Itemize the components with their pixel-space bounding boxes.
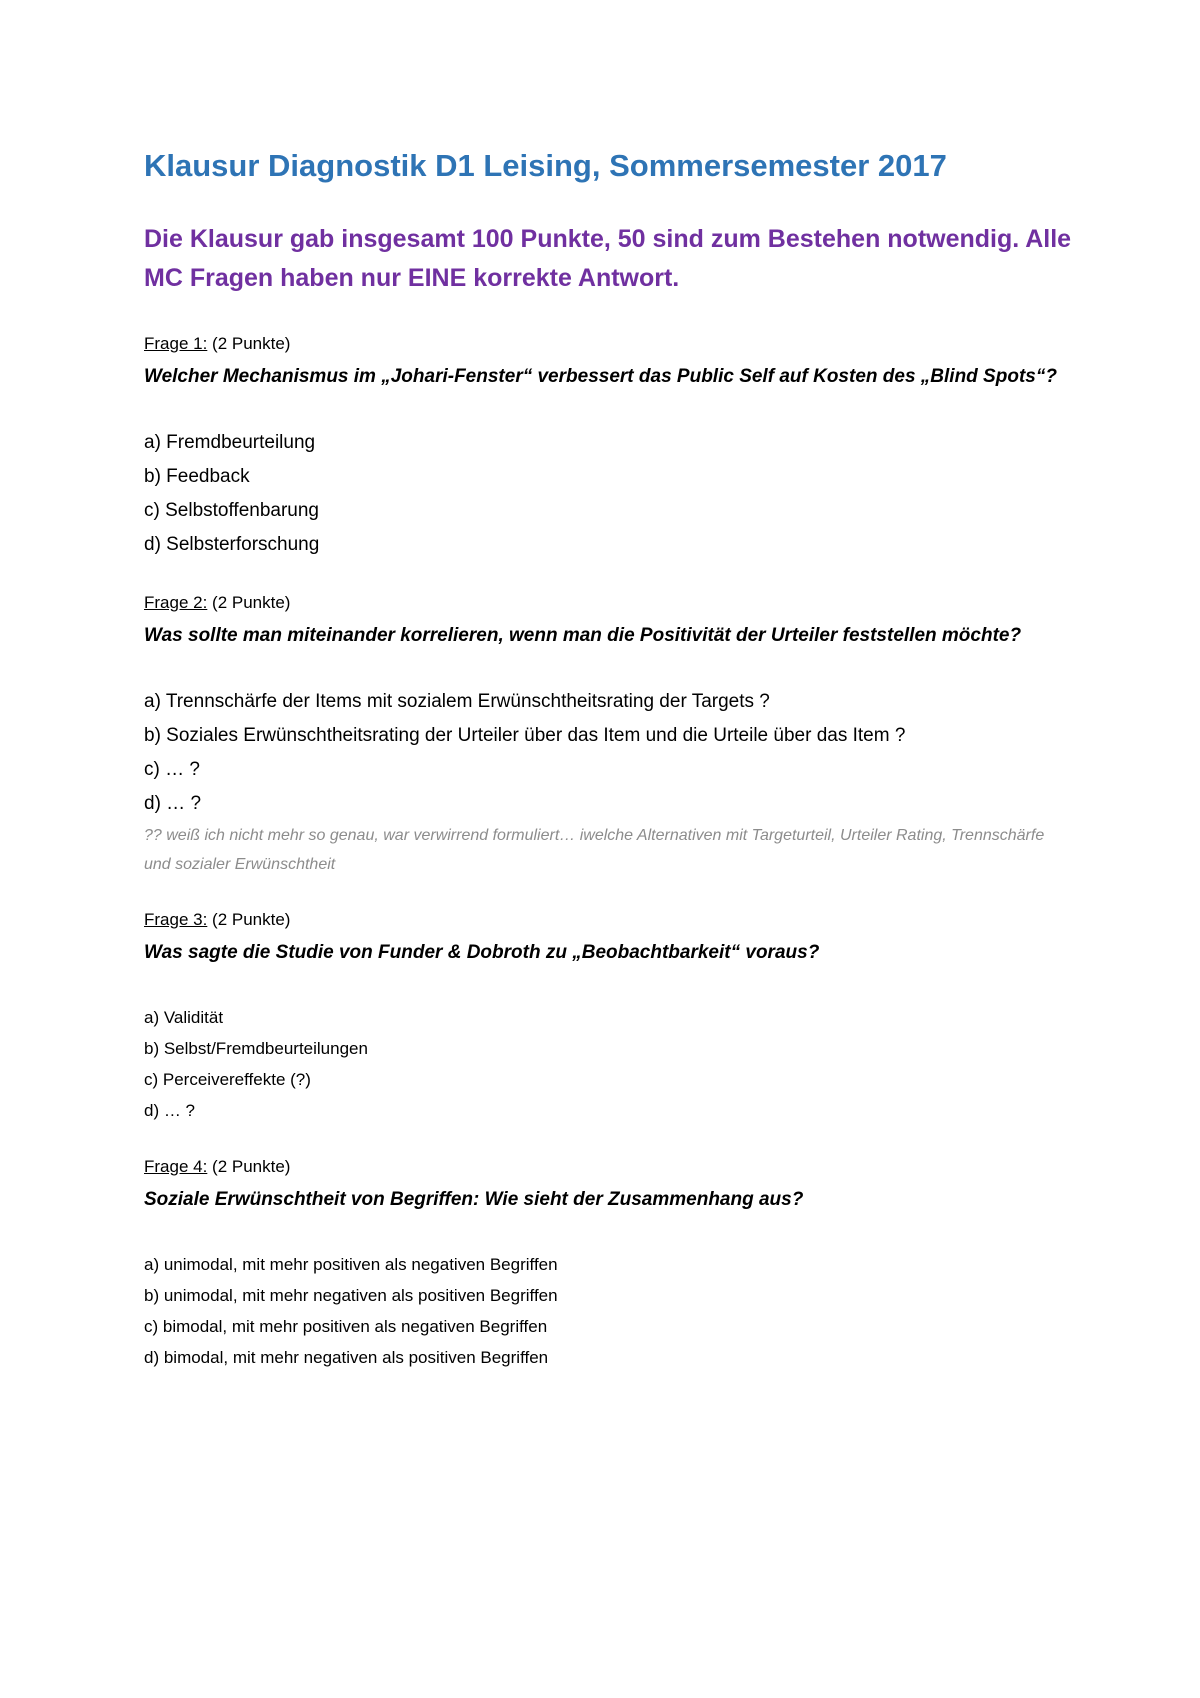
answer-option: a) unimodal, mit mehr positiven als negativen Begriffen [144, 1254, 558, 1274]
answer-option: c) bimodal, mit mehr positiven als negativen Begriffen [144, 1316, 548, 1336]
question-points: (2 Punkte) [207, 333, 291, 353]
answer-option: c) Perceivereffekte (?) [144, 1069, 311, 1089]
answer-option: b) unimodal, mit mehr negativen als positiven Begriffen [144, 1285, 558, 1305]
answer-option: d) bimodal, mit mehr negativen als positiven Begriffen [144, 1347, 549, 1367]
question-4 [144, 1151, 1074, 1373]
answer-option: a) Validität [144, 1007, 224, 1027]
question-label: Frage 3: [144, 909, 208, 929]
question-label: Frage 4: [144, 1156, 208, 1176]
answer-list [144, 685, 1074, 821]
answer-list [144, 1002, 1074, 1126]
answer-option: b) Soziales Erwünschtheitsrating der Urteiler über das Item und die Urteile über das Item ? [144, 724, 906, 746]
answer-option: a) Fremdbeurteilung [144, 431, 316, 453]
question-header [144, 328, 1074, 360]
question-points: (2 Punkte) [207, 909, 291, 929]
question-text: Was sollte man miteinander korrelieren, wenn man die Positivität der Urteiler feststellen möchte? [144, 624, 1022, 646]
document-content [144, 146, 1074, 1398]
document-subtitle: Die Klausur gab insgesamt 100 Punkte, 50 sind zum Bestehen notwendig. Alle MC Fragen haben nur EINE korrekte Antwort. [144, 225, 1072, 293]
question-header [144, 587, 1074, 619]
question-label: Frage 2: [144, 592, 208, 612]
question-text: Welcher Mechanismus im „Johari-Fenster“ verbessert das Public Self auf Kosten des „Blind Spots“? [144, 365, 1057, 387]
question-2 [144, 587, 1074, 879]
answer-option: d) … ? [144, 792, 202, 814]
answer-option: c) Selbstoffenbarung [144, 499, 319, 521]
answer-option: d) … ? [144, 1100, 196, 1120]
question-header [144, 1151, 1074, 1183]
question-1 [144, 328, 1074, 562]
answer-option: a) Trennschärfe der Items mit sozialem Erwünschtheitsrating der Targets ? [144, 690, 770, 712]
answer-option: d) Selbsterforschung [144, 533, 320, 555]
question-points: (2 Punkte) [207, 1156, 291, 1176]
question-text: Soziale Erwünschtheit von Begriffen: Wie sieht der Zusammenhang aus? [144, 1188, 804, 1210]
answer-option: c) … ? [144, 758, 200, 780]
question-text: Was sagte die Studie von Funder & Dobroth zu „Beobachtbarkeit“ voraus? [144, 941, 820, 963]
answer-option: b) Selbst/Fremdbeurteilungen [144, 1038, 368, 1058]
question-3 [144, 904, 1074, 1126]
document-title: Klausur Diagnostik D1 Leising, Sommersemester 2017 [144, 148, 947, 183]
question-label: Frage 1: [144, 333, 208, 353]
question-points: (2 Punkte) [207, 592, 291, 612]
answer-list [144, 426, 1074, 562]
question-note: ?? weiß ich nicht mehr so genau, war verwirrend formuliert… iwelche Alternativen mit Targeturteil, Urteiler Rating, Trennschärfe und sozialer Erwünschtheit [144, 826, 1045, 873]
answer-list [144, 1249, 1074, 1373]
question-header [144, 904, 1074, 936]
answer-option: b) Feedback [144, 465, 250, 487]
